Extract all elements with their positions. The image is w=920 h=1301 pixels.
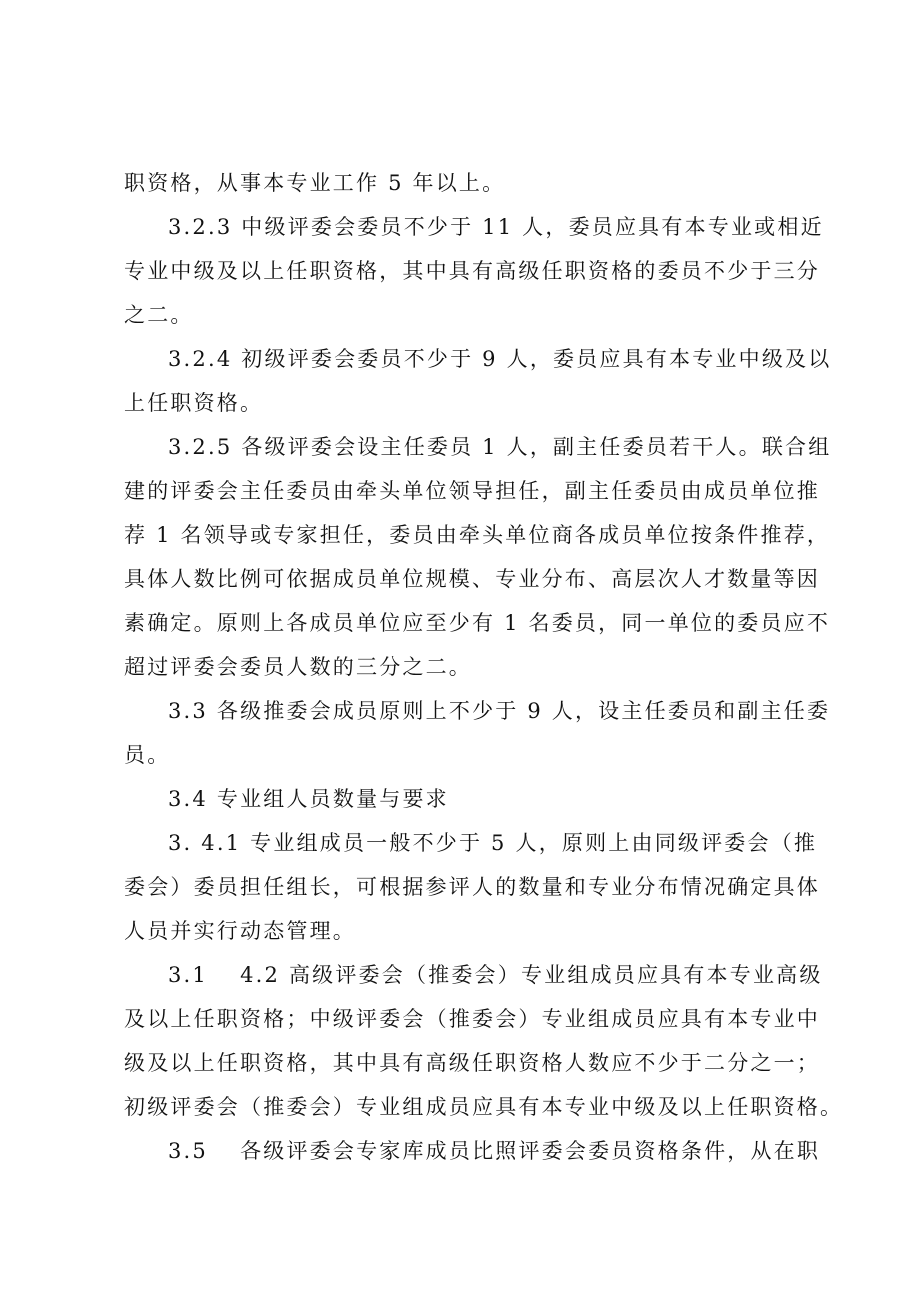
text-line: 3.5 各级评委会专家库成员比照评委会委员资格条件，从在职 (168, 1139, 821, 1163)
text-line: 及以上任职资格；中级评委会（推委会）专业组成员应具有本专业中 (124, 1007, 820, 1031)
text-line: 3.2.5 各级评委会设主任委员 1 人，副主任委员若干人。联合组 (168, 435, 832, 459)
text-line: 3.1 4.2 高级评委会（推委会）专业组成员应具有本专业高级 (168, 963, 823, 987)
text-line: 上任职资格。 (124, 391, 264, 415)
text-line: 之二。 (124, 303, 194, 327)
text-line: 素确定。原则上各成员单位应至少有 1 名委员，同一单位的委员应不 (124, 611, 831, 635)
text-line: 级及以上任职资格，其中具有高级任职资格人数应不少于二分之一； (124, 1051, 820, 1075)
text-line: 委会）委员担任组长，可根据参评人的数量和专业分布情况确定具体 (124, 875, 820, 899)
text-line: 荐 1 名领导或专家担任，委员由牵头单位商各成员单位按条件推荐， (124, 523, 831, 547)
text-line: 3.4 专业组人员数量与要求 (168, 787, 449, 811)
text-line: 3. 4.1 专业组成员一般不少于 5 人，原则上由同级评委会（推 (168, 831, 818, 855)
text-line: 人员并实行动态管理。 (124, 919, 356, 943)
text-line: 3.2.4 初级评委会委员不少于 9 人，委员应具有本专业中级及以 (168, 347, 832, 371)
text-line: 3.2.3 中级评委会委员不少于 11 人，委员应具有本专业或相近 (168, 215, 824, 239)
text-line: 员。 (124, 743, 171, 767)
text-line: 超过评委会委员人数的三分之二。 (124, 655, 472, 679)
text-line: 3.3 各级推委会成员原则上不少于 9 人，设主任委员和副主任委 (168, 699, 831, 723)
text-line: 建的评委会主任委员由牵头单位领导担任，副主任委员由成员单位推 (124, 479, 820, 503)
text-line: 初级评委会（推委会）专业组成员应具有本专业中级及以上任职资格。 (124, 1095, 844, 1119)
text-line: 具体人数比例可依据成员单位规模、专业分布、高层次人才数量等因 (124, 567, 820, 591)
text-line: 专业中级及以上任职资格，其中具有高级任职资格的委员不少于三分 (124, 259, 820, 283)
text-line: 职资格，从事本专业工作 5 年以上。 (124, 171, 506, 195)
